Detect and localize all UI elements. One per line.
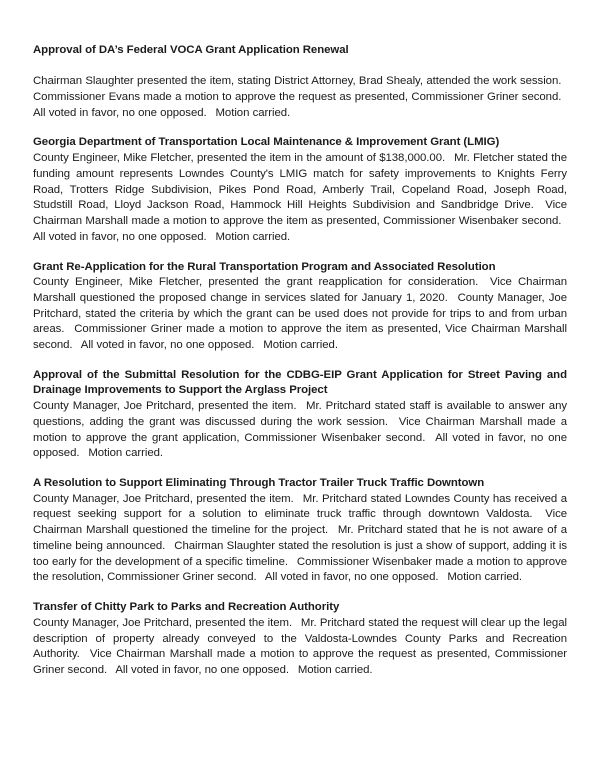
section-paragraph: Chairman Slaughter presented the item, stating District Attorney, Brad Shealy, attended the work session. Commissioner Evans made a motion to approve the request as presented, Commissioner Griner second. All voted in favor, no one opposed. Motion carried. (33, 75, 567, 119)
section-heading: Grant Re-Application for the Rural Transportation Program and Associated Resolution (33, 260, 496, 273)
section-lmig-grant (33, 135, 567, 245)
section-heading: A Resolution to Support Eliminating Through Tractor Trailer Truck Traffic Downtown (33, 477, 485, 490)
section-rural-transportation (33, 260, 567, 354)
section-paragraph: County Manager, Joe Pritchard, presented the item. Mr. Pritchard stated staff is available to answer any questions, adding the grant was discussed during the work session. Vice Chairman Marshall made a motion to approve the grant application, Commissioner Wisenbaker second. All voted in favor, no one opposed. Motion carried. (33, 400, 567, 460)
section-paragraph: County Engineer, Mike Fletcher, presented the item in the amount of $138,000.00. Mr. Fletcher stated the funding amount represents Lowndes County's LMIG match for safety improvements to Knights Ferry Road, Trotters Ridge Subdivision, Pikes Pond Road, Amberly Trail, Copeland Road, Joseph Road, Studstill Road, Lloyd Jackson Road, Hammock Hill Heights Subdivision and Sandbridge Drive. Vice Chairman Marshall made a motion to approve the item as presented, Commissioner Wisenbaker second. All voted in favor, no one opposed. Motion carried. (33, 152, 567, 243)
section-paragraph: County Manager, Joe Pritchard, presented the item. Mr. Pritchard stated the request will clear up the legal description of property already conveyed to the Valdosta-Lowndes County Parks and Recreation Authority. Vice Chairman Marshall made a motion to approve the request as presented, Commissioner Griner second. All voted in favor, no one opposed. Motion carried. (33, 616, 567, 676)
section-cdbg-eip-grant (33, 368, 567, 462)
section-chitty-park-transfer (33, 600, 567, 679)
section-heading: Approval of DA’s Federal VOCA Grant Application Renewal (33, 44, 349, 56)
section-truck-traffic-resolution (33, 476, 567, 586)
section-voca-grant (33, 43, 567, 121)
section-heading: Georgia Department of Transportation Local Maintenance & Improvement Grant (LMIG) (33, 136, 500, 149)
section-heading: Approval of the Submittal Resolution for the CDBG-EIP Grant Application for Street Paving and Drainage Improvements to Support the Arglass Project (33, 368, 567, 397)
document-body (33, 43, 567, 679)
section-paragraph: County Engineer, Mike Fletcher, presented the grant reapplication for consideration. Vice Chairman Marshall questioned the proposed change in services slated for January 1, 2020. County Manager, Joe Pritchard, stated the criteria by which the grant can be used does not provide for trips to and from urban areas. Commissioner Griner made a motion to approve the item as presented, Vice Chairman Marshall second. All voted in favor, no one opposed. Motion carried. (33, 276, 567, 352)
section-paragraph: County Manager, Joe Pritchard, presented the item. Mr. Pritchard stated Lowndes County has received a request seeking support for a solution to eliminate truck traffic through downtown Valdosta. Vice Chairman Marshall questioned the timeline for the project. Mr. Pritchard stated that he is not aware of a timeline being announced. Chairman Slaughter stated the resolution is just a show of support, adding it is too early for the development of a specific timeline. Commissioner Wisenbaker made a motion to approve the resolution, Commissioner Griner second. All voted in favor, no one opposed. Motion carried. (33, 492, 567, 584)
section-heading: Transfer of Chitty Park to Parks and Recreation Authority (33, 601, 340, 614)
